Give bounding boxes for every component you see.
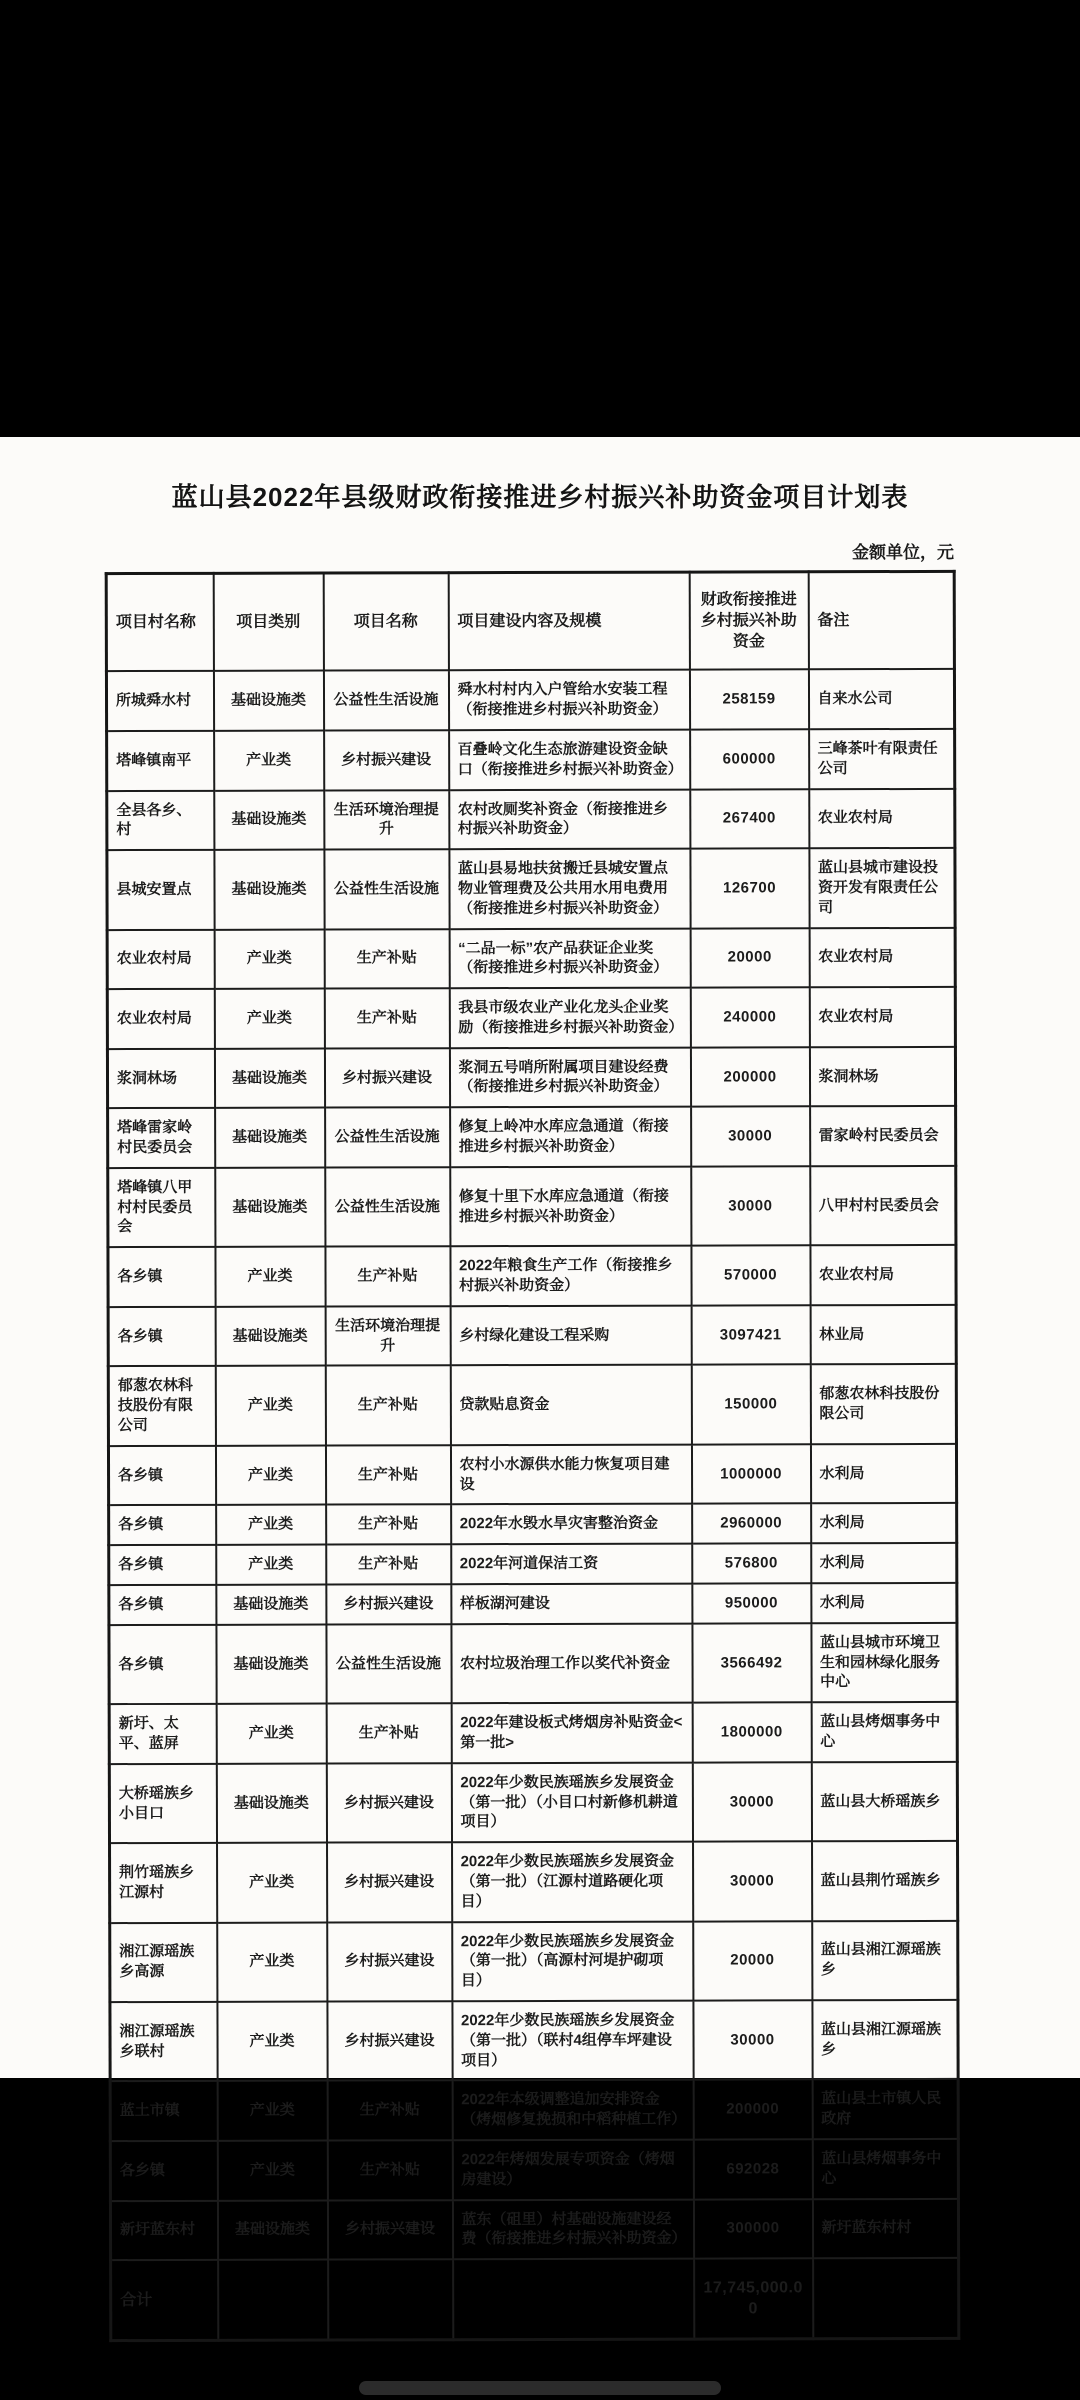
remark-cell: 蓝山县湘江源瑶族乡 xyxy=(812,1920,958,2000)
category-cell: 基础设施类 xyxy=(216,1624,326,1704)
remark-cell: 农业农村局 xyxy=(810,1245,956,1305)
content-cell: 2022年烤烟发展专项资金（烤烟房建设） xyxy=(452,2140,693,2200)
category-cell: 产业类 xyxy=(215,1445,325,1505)
table-row xyxy=(108,1166,956,1248)
remark-cell: 蓝山县烤烟事务中心 xyxy=(812,2139,958,2199)
table-row xyxy=(107,788,955,850)
content-cell: 2022年少数民族瑶族乡发展资金（第一批）（小目口村新修机耕道项目） xyxy=(451,1762,692,1842)
header-content: 项目建设内容及规模 xyxy=(448,572,689,670)
remark-cell: 八甲村村民委员会 xyxy=(810,1166,956,1246)
name-cell: 乡村振兴建设 xyxy=(326,1584,451,1624)
category-cell: 基础设施类 xyxy=(215,1108,325,1168)
content-cell: 蓝东（砠里）村基础设施建设经费（衔接推进乡村振兴补助资金） xyxy=(452,2199,693,2259)
category-cell: 产业类 xyxy=(216,1545,326,1585)
category-cell: 产业类 xyxy=(217,2081,327,2141)
amount-cell: 3566492 xyxy=(692,1623,811,1703)
village-cell: 全县各乡、村 xyxy=(107,790,214,850)
content-cell: 我县市级农业产业化龙头企业奖励（衔接推进乡村振兴补助资金） xyxy=(449,988,690,1048)
content-cell: “二品一标”农产品获证企业奖（衔接推进乡村振兴补助资金） xyxy=(449,928,690,988)
village-cell: 各乡镇 xyxy=(109,1625,216,1705)
table-row xyxy=(107,729,955,791)
village-cell: 湘江源瑶族乡高源 xyxy=(110,1922,217,2002)
content-cell: 农村垃圾治理工作以奖代补资金 xyxy=(451,1623,692,1703)
name-cell: 公益性生活设施 xyxy=(323,671,448,731)
table-row xyxy=(106,669,954,731)
category-cell: 基础设施类 xyxy=(214,850,324,930)
amount-cell: 692028 xyxy=(693,2139,812,2199)
category-cell: 产业类 xyxy=(216,1704,326,1764)
category-cell: 产业类 xyxy=(215,1366,325,1446)
header-village: 项目村名称 xyxy=(106,573,213,671)
amount-cell: 200000 xyxy=(693,2080,812,2140)
remark-cell: 浆洞林场 xyxy=(809,1047,955,1107)
total-amount-cell: 17,745,000.00 xyxy=(694,2258,813,2339)
village-cell: 各乡镇 xyxy=(109,1545,216,1585)
table-row xyxy=(109,1623,957,1705)
village-cell: 塔峰雷家岭村民委员会 xyxy=(108,1108,215,1168)
content-cell: 蓝山县易地扶贫搬迁县城安置点物业管理费及公共用水用电费用（衔接推进乡村振兴补助资金） xyxy=(449,849,690,929)
content-cell: 贷款贴息资金 xyxy=(450,1365,691,1445)
remark-cell: 蓝山县烤烟事务中心 xyxy=(811,1702,957,1762)
village-cell: 新圩蓝东村 xyxy=(110,2200,217,2260)
name-cell: 生活环境治理提升 xyxy=(324,790,449,850)
village-cell: 农业农村局 xyxy=(107,989,214,1049)
remark-cell: 水利局 xyxy=(811,1583,957,1623)
amount-cell: 576800 xyxy=(692,1544,811,1584)
table-row xyxy=(109,1702,957,1764)
name-cell: 乡村振兴建设 xyxy=(326,1763,451,1843)
content-cell: 2022年水毁水旱灾害整治资金 xyxy=(451,1504,692,1544)
table-row xyxy=(109,1503,957,1545)
table-body xyxy=(106,669,958,2260)
header-remark: 备注 xyxy=(808,571,954,669)
table-row xyxy=(107,987,955,1049)
village-cell: 各乡镇 xyxy=(108,1247,215,1307)
amount-cell: 1000000 xyxy=(691,1444,810,1504)
remark-cell: 蓝山县城市建设投资开发有限责任公司 xyxy=(809,848,955,928)
table-row xyxy=(108,1106,956,1168)
amount-cell: 30000 xyxy=(691,1166,810,1246)
header-row xyxy=(106,571,954,671)
empty-cell xyxy=(328,2259,453,2340)
amount-cell: 570000 xyxy=(691,1246,810,1306)
name-cell: 生产补贴 xyxy=(324,988,449,1048)
table-row xyxy=(109,1583,957,1625)
header-fund: 财政衔接推进乡村振兴补助资金 xyxy=(689,572,808,670)
village-cell: 大桥瑶族乡小目口 xyxy=(109,1764,216,1844)
content-cell: 2022年建设板式烤烟房补贴资金<第一批> xyxy=(451,1703,692,1763)
table-row xyxy=(110,2198,958,2260)
name-cell: 生产补贴 xyxy=(325,1246,450,1306)
table-row xyxy=(107,1047,955,1109)
category-cell: 产业类 xyxy=(214,929,324,989)
name-cell: 乡村振兴建设 xyxy=(327,1922,452,2002)
village-cell: 塔峰镇南平 xyxy=(107,731,214,791)
village-cell: 县城安置点 xyxy=(107,850,214,930)
remark-cell: 自来水公司 xyxy=(808,669,954,729)
name-cell: 生产补贴 xyxy=(326,1505,451,1545)
content-cell: 2022年本级调整追加安排资金（烤烟修复挽损和中稻种植工作） xyxy=(452,2080,693,2140)
table-row xyxy=(108,1305,956,1367)
village-cell: 各乡镇 xyxy=(108,1307,215,1367)
amount-cell: 240000 xyxy=(690,987,809,1047)
village-cell: 所城舜水村 xyxy=(106,671,213,731)
content-cell: 2022年粮食生产工作（衔接推乡村振兴补助资金） xyxy=(450,1246,691,1306)
name-cell: 公益性生活设施 xyxy=(324,849,449,929)
category-cell: 基础设施类 xyxy=(214,1048,324,1108)
remark-cell: 水利局 xyxy=(811,1543,957,1583)
remark-cell: 水利局 xyxy=(810,1444,956,1504)
document-title: 蓝山县2022年县级财政衔接推进乡村振兴补助资金项目计划表 xyxy=(171,482,909,512)
name-cell: 公益性生活设施 xyxy=(326,1624,451,1704)
name-cell: 生产补贴 xyxy=(327,2140,452,2200)
remark-cell: 蓝山县湘江源瑶族乡 xyxy=(812,2000,958,2080)
header-name: 项目名称 xyxy=(323,573,448,671)
category-cell: 产业类 xyxy=(217,2002,327,2082)
category-cell: 产业类 xyxy=(215,1247,325,1307)
remark-cell: 农业农村局 xyxy=(809,987,955,1047)
table-row xyxy=(109,1543,957,1585)
amount-cell: 950000 xyxy=(692,1583,811,1623)
remark-cell: 蓝山县荆竹瑶族乡 xyxy=(812,1841,958,1921)
header-category: 项目类别 xyxy=(213,573,323,671)
amount-cell: 20000 xyxy=(690,928,809,988)
village-cell: 浆洞林场 xyxy=(107,1049,214,1109)
amount-cell: 2960000 xyxy=(692,1504,811,1544)
amount-cell: 20000 xyxy=(693,1921,812,2001)
village-cell: 郁葱农林科技股份有限公司 xyxy=(108,1366,215,1446)
village-cell: 各乡镇 xyxy=(109,1585,216,1625)
content-cell: 修复上岭冲水库应急通道（衔接推进乡村振兴补助资金） xyxy=(450,1107,691,1167)
total-label-cell: 合计 xyxy=(111,2260,218,2341)
project-table xyxy=(105,570,961,2343)
content-cell: 样板湖河建设 xyxy=(451,1584,692,1624)
name-cell: 乡村振兴建设 xyxy=(327,2001,452,2081)
empty-cell xyxy=(218,2260,328,2341)
category-cell: 基础设施类 xyxy=(216,1763,326,1843)
remark-cell: 新圩蓝东村村 xyxy=(812,2198,958,2258)
category-cell: 产业类 xyxy=(216,1505,326,1545)
content-cell: 2022年少数民族瑶族乡发展资金（第一批）（高源村河堤护砌项目） xyxy=(452,1921,693,2001)
content-cell: 2022年少数民族瑶族乡发展资金（第一批）（联村4组停车坪建设项目） xyxy=(452,2001,693,2081)
name-cell: 乡村振兴建设 xyxy=(324,730,449,790)
category-cell: 产业类 xyxy=(214,730,324,790)
category-cell: 产业类 xyxy=(214,989,324,1049)
category-cell: 产业类 xyxy=(217,1843,327,1923)
unit-note: 金额单位，元 xyxy=(852,543,954,562)
content-cell: 2022年河道保洁工资 xyxy=(451,1544,692,1584)
home-indicator[interactable] xyxy=(359,2381,721,2395)
remark-cell: 蓝山县大桥瑶族乡 xyxy=(811,1762,957,1842)
category-cell: 产业类 xyxy=(217,2141,327,2201)
table-row xyxy=(110,1920,958,2002)
amount-cell: 258159 xyxy=(689,670,808,730)
remark-cell: 郁葱农林科技股份限公司 xyxy=(810,1364,956,1444)
content-cell: 舜水村村内入户管给水安装工程（衔接推进乡村振兴补助资金） xyxy=(448,670,689,730)
content-cell: 农村改厕奖补资金（衔接推进乡村振兴补助资金） xyxy=(449,789,690,849)
document-page xyxy=(0,437,1080,2318)
remark-cell: 林业局 xyxy=(810,1305,956,1365)
category-cell: 基础设施类 xyxy=(213,671,323,731)
table-row xyxy=(110,2139,958,2201)
village-cell: 各乡镇 xyxy=(110,2141,217,2201)
remark-cell: 蓝山县城市环境卫生和园林绿化服务中心 xyxy=(811,1623,957,1703)
category-cell: 基础设施类 xyxy=(215,1167,325,1247)
remark-cell: 蓝山县土市镇人民政府 xyxy=(812,2079,958,2139)
content-cell: 农村小水源供水能力恢复项目建设 xyxy=(450,1444,691,1504)
amount-cell: 200000 xyxy=(690,1047,809,1107)
village-cell: 农业农村局 xyxy=(107,929,214,989)
remark-cell: 农业农村局 xyxy=(809,788,955,848)
content-cell: 乡村绿化建设工程采购 xyxy=(450,1305,691,1365)
category-cell: 基础设施类 xyxy=(214,790,324,850)
name-cell: 生产补贴 xyxy=(326,1703,451,1763)
amount-cell: 150000 xyxy=(691,1365,810,1445)
table-row xyxy=(110,1841,958,1923)
table-row xyxy=(108,1364,956,1446)
name-cell: 乡村振兴建设 xyxy=(324,1048,449,1108)
remark-cell: 农业农村局 xyxy=(809,927,955,987)
name-cell: 生产补贴 xyxy=(324,929,449,989)
empty-cell xyxy=(813,2258,959,2339)
name-cell: 公益性生活设施 xyxy=(325,1107,450,1167)
village-cell: 塔峰镇八甲村村民委员会 xyxy=(108,1168,215,1248)
amount-cell: 300000 xyxy=(693,2199,812,2259)
name-cell: 生活环境治理提升 xyxy=(325,1306,450,1366)
village-cell: 湘江源瑶族乡联村 xyxy=(110,2002,217,2082)
name-cell: 公益性生活设施 xyxy=(325,1167,450,1247)
village-cell: 新圩、太平、蓝屏 xyxy=(109,1704,216,1764)
table-row xyxy=(109,1762,957,1844)
village-cell: 各乡镇 xyxy=(108,1446,215,1506)
content-cell: 修复十里下水库应急通道（衔接推进乡村振兴补助资金） xyxy=(450,1166,691,1246)
name-cell: 生产补贴 xyxy=(326,1544,451,1584)
remark-cell: 雷家岭村民委员会 xyxy=(810,1106,956,1166)
amount-cell: 30000 xyxy=(693,1841,812,1921)
amount-cell: 126700 xyxy=(690,848,809,928)
amount-cell: 3097421 xyxy=(691,1305,810,1365)
total-row xyxy=(111,2258,959,2341)
content-cell: 2022年少数民族瑶族乡发展资金（第一批）（江源村道路硬化项目） xyxy=(452,1842,693,1922)
table-row xyxy=(107,927,955,989)
table-row xyxy=(108,1444,956,1506)
amount-cell: 30000 xyxy=(691,1107,810,1167)
name-cell: 乡村振兴建设 xyxy=(327,1842,452,1922)
remark-cell: 水利局 xyxy=(811,1503,957,1543)
name-cell: 乡村振兴建设 xyxy=(327,2200,452,2260)
empty-cell xyxy=(453,2259,694,2340)
category-cell: 基础设施类 xyxy=(216,1585,326,1625)
table-row xyxy=(108,1245,956,1307)
amount-cell: 1800000 xyxy=(692,1702,811,1762)
content-cell: 百叠岭文化生态旅游建设资金缺口（衔接推进乡村振兴补助资金） xyxy=(449,730,690,790)
category-cell: 产业类 xyxy=(217,1922,327,2002)
village-cell: 蓝土市镇 xyxy=(110,2081,217,2141)
table-row xyxy=(107,848,955,930)
category-cell: 基础设施类 xyxy=(217,2200,327,2260)
village-cell: 荆竹瑶族乡江源村 xyxy=(110,1843,217,1923)
village-cell: 各乡镇 xyxy=(109,1505,216,1545)
amount-cell: 600000 xyxy=(690,729,809,789)
name-cell: 生产补贴 xyxy=(325,1445,450,1505)
category-cell: 基础设施类 xyxy=(215,1306,325,1366)
name-cell: 生产补贴 xyxy=(327,2081,452,2141)
name-cell: 生产补贴 xyxy=(325,1366,450,1446)
remark-cell: 三峰茶叶有限责任公司 xyxy=(809,729,955,789)
amount-cell: 30000 xyxy=(692,1762,811,1842)
amount-cell: 30000 xyxy=(693,2000,812,2080)
table-row xyxy=(110,2000,958,2082)
content-cell: 浆洞五号哨所附属项目建设经费（衔接推进乡村振兴补助资金） xyxy=(449,1047,690,1107)
table-row xyxy=(110,2079,958,2141)
amount-cell: 267400 xyxy=(690,789,809,849)
